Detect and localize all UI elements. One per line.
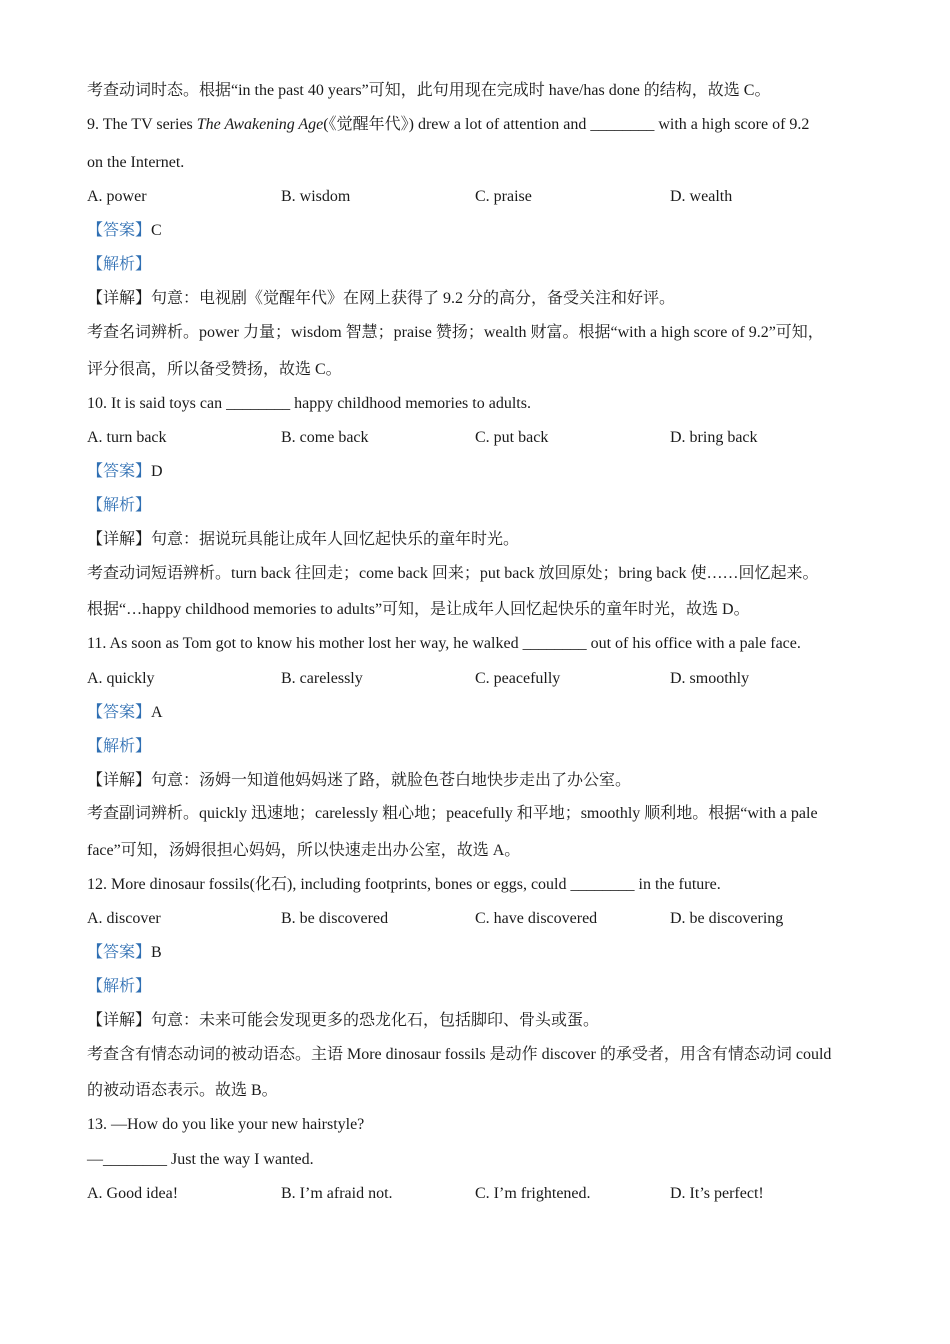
q10-detail-3: 根据“…happy childhood memories to adults”可知，是让成年人回忆起快乐的童年时光，故选 D。 [87, 601, 750, 618]
q13-option-d: D. It’s perfect! [670, 1185, 764, 1202]
answer-label: 【答案】 [87, 222, 152, 239]
q10-detail-2: 考查动词短语辨析。turn back 往回走；come back 回来；put back 放回原处；bring back 使……回忆起来。 [87, 565, 819, 582]
q11-answer [87, 703, 877, 723]
q11-stem: 11. As soon as Tom got to know his mother lost her way, he walked ________ out of his office with a pale face. [87, 635, 801, 652]
q11-option-c: C. peacefully [475, 670, 561, 687]
answer-label: 【答案】 [87, 704, 152, 721]
q9-stem-start: 9. The TV series [87, 116, 197, 133]
q9-detail-2: 考查名词辨析。power 力量；wisdom 智慧；praise 赞扬；wealth 财富。根据“with a high score of 9.2”可知， [87, 324, 824, 341]
q9-analysis-label: 【解析】 [87, 256, 152, 273]
q10-stem: 10. It is said toys can ________ happy childhood memories to adults. [87, 395, 531, 412]
q13-option-b: B. I’m afraid not. [281, 1185, 393, 1202]
q9-detail-3: 评分很高，所以备受赞扬，故选 C。 [87, 361, 342, 378]
q13-option-c: C. I’m frightened. [475, 1185, 591, 1202]
q12-detail-3: 的被动语态表示。故选 B。 [87, 1082, 278, 1099]
detail-label: 【详解】 [87, 772, 152, 789]
q9-option-a: A. power [87, 188, 147, 205]
q9-stem [87, 115, 877, 135]
detail-text: 句意：未来可能会发现更多的恐龙化石，包括脚印、骨头或蛋。 [151, 1012, 600, 1029]
q12-detail-2: 考查含有情态动词的被动语态。主语 More dinosaur fossils 是动作 discover 的承受者，用含有情态动词 could [87, 1046, 832, 1063]
q12-option-b: B. be discovered [281, 910, 389, 927]
q12-option-a: A. discover [87, 910, 161, 927]
answer-label: 【答案】 [87, 944, 152, 961]
q13-option-a: A. Good idea! [87, 1185, 179, 1202]
q9-option-b: B. wisdom [281, 188, 351, 205]
q12-analysis-label: 【解析】 [87, 978, 152, 995]
q12-option-c: C. have discovered [475, 910, 598, 927]
q9-stem-cont: on the Internet. [87, 154, 185, 171]
q9-option-d: D. wealth [670, 188, 733, 205]
q9-option-c: C. praise [475, 188, 532, 205]
q11-option-a: A. quickly [87, 670, 155, 687]
q10-option-d: D. bring back [670, 429, 758, 446]
q12-option-d: D. be discovering [670, 910, 784, 927]
q9-detail-1 [87, 289, 877, 309]
detail-label: 【详解】 [87, 1012, 152, 1029]
q10-option-a: A. turn back [87, 429, 167, 446]
detail-text: 句意：汤姆一知道他妈妈迷了路，就脸色苍白地快步走出了办公室。 [151, 772, 632, 789]
q10-detail-1 [87, 530, 877, 550]
q10-analysis-label: 【解析】 [87, 497, 152, 514]
q12-stem: 12. More dinosaur fossils(化石), including footprints, bones or eggs, could ________ in the future. [87, 876, 721, 893]
q11-option-b: B. carelessly [281, 670, 363, 687]
q8-explanation-line: 考查动词时态。根据“in the past 40 years”可知，此句用现在完成时 have/has done 的结构，故选 C。 [87, 82, 771, 99]
answer-value: A [151, 704, 163, 721]
detail-label: 【详解】 [87, 290, 152, 307]
q11-detail-3: face”可知，汤姆很担心妈妈，所以快速走出办公室，故选 A。 [87, 842, 521, 859]
detail-text: 句意：电视剧《觉醒年代》在网上获得了 9.2 分的高分，备受关注和好评。 [151, 290, 676, 307]
answer-value: C [151, 222, 162, 239]
q9-series-title: The Awakening Age [196, 116, 324, 133]
q11-option-d: D. smoothly [670, 670, 750, 687]
q12-detail-1 [87, 1011, 877, 1031]
q9-stem-end: (《觉醒年代》) drew a lot of attention and ________ with a high score of 9.2 [323, 116, 810, 133]
answer-label: 【答案】 [87, 463, 152, 480]
detail-text: 句意：据说玩具能让成年人回忆起快乐的童年时光。 [151, 531, 520, 548]
q10-option-c: C. put back [475, 429, 549, 446]
q10-option-b: B. come back [281, 429, 369, 446]
q11-detail-1 [87, 771, 877, 791]
answer-value: B [151, 944, 162, 961]
q11-analysis-label: 【解析】 [87, 738, 152, 755]
q9-answer [87, 221, 877, 241]
q11-detail-2: 考查副词辨析。quickly 迅速地；carelessly 粗心地；peacefully 和平地；smoothly 顺利地。根据“with a pale [87, 805, 818, 822]
q13-stem-2: —________ Just the way I wanted. [87, 1151, 314, 1168]
q13-stem-1: 13. —How do you like your new hairstyle? [87, 1116, 365, 1133]
q10-answer [87, 462, 877, 482]
answer-value: D [151, 463, 163, 480]
detail-label: 【详解】 [87, 531, 152, 548]
q12-answer [87, 943, 877, 963]
